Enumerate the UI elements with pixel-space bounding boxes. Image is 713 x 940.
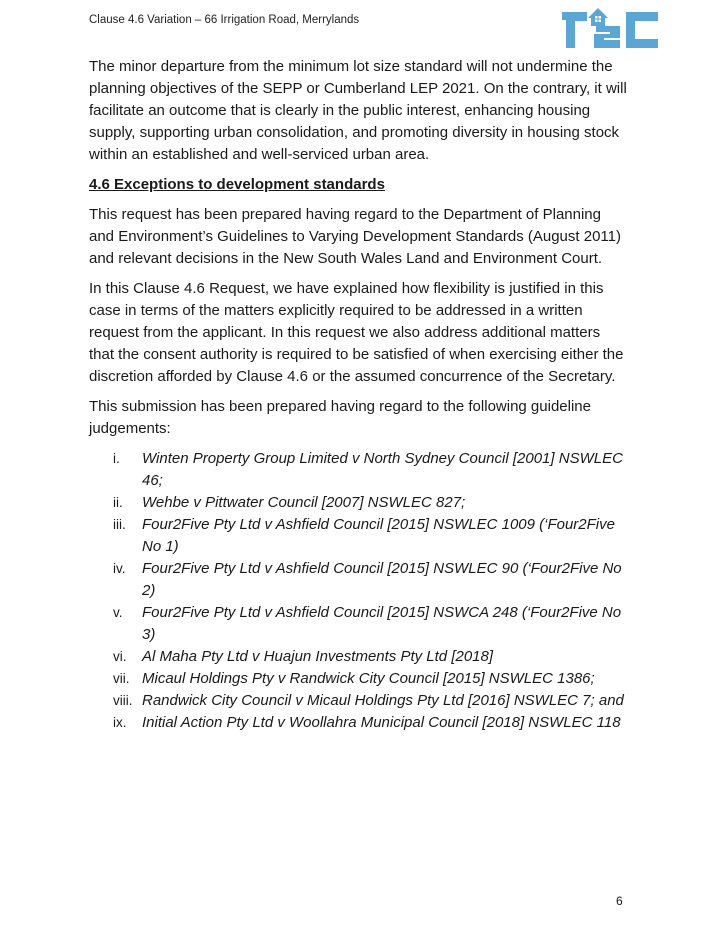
- case-citation: Four2Five Pty Ltd v Ashfield Council [2015] NSWCA 248 (‘Four2Five No 3): [142, 604, 622, 643]
- case-citation: Four2Five Pty Ltd v Ashfield Council [2015] NSWLEC 1009 (‘Four2Five No 1): [142, 516, 615, 555]
- running-header: Clause 4.6 Variation – 66 Irrigation Road, Merrylands: [89, 14, 360, 26]
- list-number: iv.: [113, 561, 126, 576]
- paragraph-judgements-intro: This submission has been prepared having regard to the following guideline judgements:: [89, 398, 591, 437]
- list-item: [89, 492, 632, 514]
- list-number: viii.: [113, 693, 133, 708]
- case-citation: Winten Property Group Limited v North Sydney Council [2001] NSWLEC 46;: [142, 450, 623, 489]
- list-item: [89, 668, 632, 690]
- case-citation: Four2Five Pty Ltd v Ashfield Council [2015] NSWLEC 90 (‘Four2Five No 2): [142, 560, 622, 599]
- case-citation: Wehbe v Pittwater Council [2007] NSWLEC 827;: [142, 494, 466, 511]
- list-item: [89, 558, 632, 602]
- page-number: 6: [616, 894, 623, 908]
- case-citation: Al Maha Pty Ltd v Huajun Investments Pty Ltd [2018]: [142, 648, 494, 665]
- paragraph-lot-size: The minor departure from the minimum lot size standard will not undermine the planning objectives of the SEPP or Cumberland LEP 2021. On the contrary, it will facilitate an outcome that is clearly in the public interest, enhancing housing supply, supporting urban consolidation, and promoting diversity in housing stock within an established and well-serviced urban area.: [89, 58, 627, 163]
- case-citation: Micaul Holdings Pty v Randwick City Council [2015] NSWLEC 1386;: [142, 670, 595, 687]
- list-item: [89, 602, 632, 646]
- list-item: [89, 514, 632, 558]
- r2c-logo: [562, 2, 662, 50]
- case-citation: Randwick City Council v Micaul Holdings Pty Ltd [2016] NSWLEC 7; and: [142, 692, 624, 709]
- case-citation: Initial Action Pty Ltd v Woollahra Municipal Council [2018] NSWLEC 118: [142, 714, 621, 731]
- paragraph-guidelines: This request has been prepared having regard to the Department of Planning and Environment’s Guidelines to Varying Development Standards (August 2011) and relevant decisions in the New South Wales Land and Environment Court.: [89, 206, 621, 267]
- list-number: ii.: [113, 495, 123, 510]
- list-item: [89, 712, 632, 734]
- paragraph-request: In this Clause 4.6 Request, we have explained how flexibility is justified in this case in terms of the matters explicitly required to be addressed in a written request from the applicant. In this request we also address additional matters that the consent authority is required to be satisfied of when exercising either the discretion afforded by Clause 4.6 or the assumed concurrence of the Secretary.: [89, 280, 624, 385]
- list-number: vi.: [113, 649, 127, 664]
- list-item: [89, 690, 632, 712]
- section-heading: 4.6 Exceptions to development standards: [89, 176, 385, 193]
- list-number: vii.: [113, 671, 130, 686]
- list-number: ix.: [113, 715, 127, 730]
- case-list: [89, 448, 629, 734]
- document-body: [89, 56, 629, 734]
- list-item: [89, 646, 632, 668]
- list-item: [89, 448, 632, 492]
- list-number: iii.: [113, 517, 126, 532]
- list-number: i.: [113, 451, 120, 466]
- list-number: v.: [113, 605, 123, 620]
